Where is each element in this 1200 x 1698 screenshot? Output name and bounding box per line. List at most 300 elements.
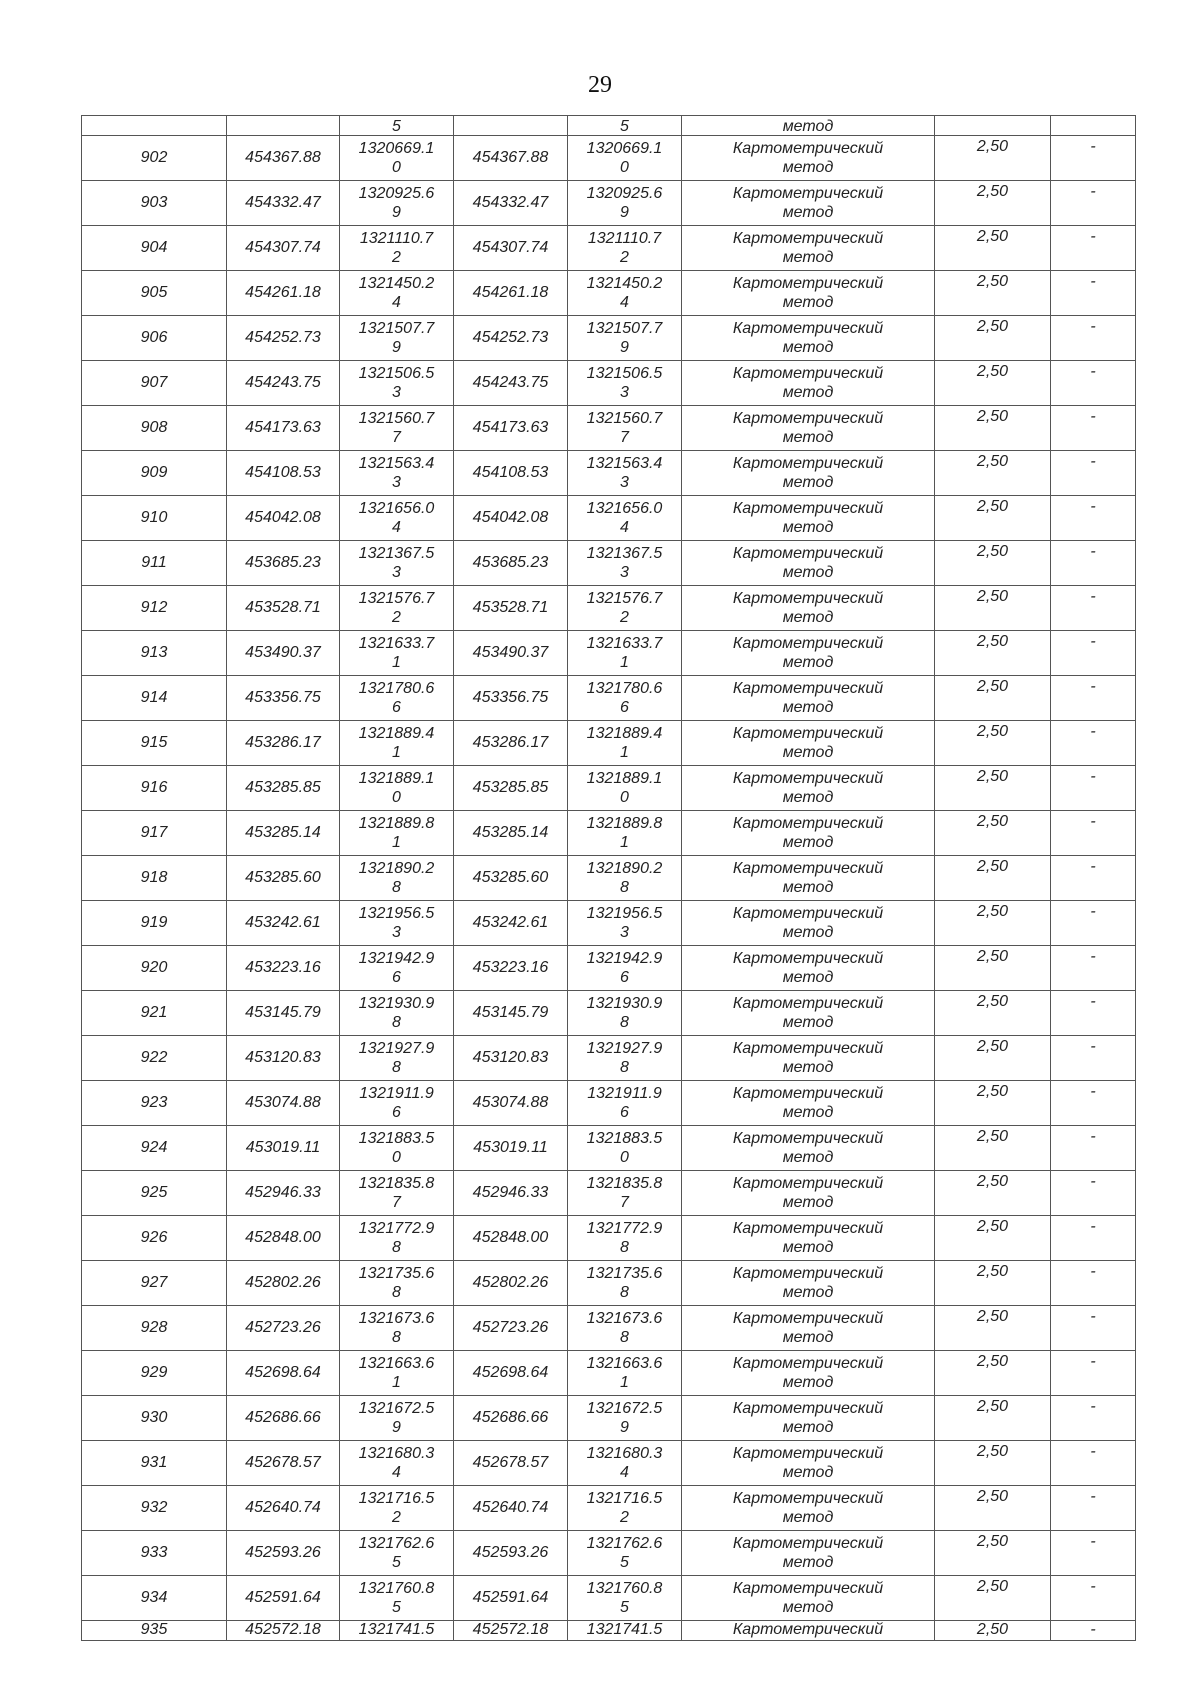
cell-y-existing (340, 316, 454, 361)
cell-point-number-text: 928 (140, 1319, 168, 1336)
cell-point-number (82, 451, 227, 496)
cell-description-text: - (1090, 858, 1096, 875)
cell-description-text: - (1090, 408, 1096, 425)
cell-y-new-text: 1321889.1 (586, 770, 663, 787)
cell-point-number (82, 586, 227, 631)
cell-point-number-text: 921 (140, 1004, 168, 1021)
cell-description-text: - (1090, 813, 1096, 830)
table-row (82, 901, 1136, 946)
cell-y-existing-text: 1321563.4 (358, 455, 435, 472)
cell-method (682, 946, 935, 991)
cell-accuracy-text: 2,50 (976, 1398, 1009, 1415)
cell-accuracy (935, 1216, 1051, 1261)
cell-accuracy (935, 1351, 1051, 1396)
cell-x-existing-text: 452946.33 (245, 1184, 321, 1201)
cell-description (1051, 1351, 1136, 1396)
cell-point-number (82, 271, 227, 316)
cell-x-new-text: 454307.74 (472, 239, 549, 256)
cell-y-new (568, 586, 682, 631)
cell-y-existing (340, 1036, 454, 1081)
cell-x-new-text: 453145.79 (472, 1004, 549, 1021)
table-row (82, 586, 1136, 631)
cell-x-new (454, 1216, 568, 1261)
cell-method-text: метод (782, 1194, 834, 1211)
table-row (82, 1441, 1136, 1486)
cell-method (682, 136, 935, 181)
cell-method-text: метод (782, 564, 834, 581)
cell-description (1051, 1621, 1136, 1641)
cell-y-new-text: 1321956.5 (586, 905, 663, 922)
cell-y-existing (340, 586, 454, 631)
cell-x-new (454, 856, 568, 901)
cell-x-new (454, 1126, 568, 1171)
cell-y-new (568, 226, 682, 271)
cell-x-new (454, 406, 568, 451)
cell-x-existing-text: 454042.08 (245, 509, 321, 526)
cell-method (682, 1441, 935, 1486)
cell-y-existing-text: 1321930.9 (358, 995, 435, 1012)
cell-y-existing-text: 5 (392, 1599, 401, 1616)
cell-point-number-text: 927 (140, 1274, 168, 1291)
cell-x-existing-text: 452723.26 (245, 1319, 321, 1336)
cell-x-existing (227, 631, 340, 676)
cell-method-text: Картометрический (732, 320, 884, 337)
cell-y-new-text: 5 (620, 1599, 629, 1616)
cell-x-new (454, 226, 568, 271)
table-row (82, 406, 1136, 451)
cell-y-existing-text: 1321450.2 (358, 275, 435, 292)
cell-y-existing-text: 1321956.5 (358, 905, 435, 922)
cell-method (682, 1306, 935, 1351)
cell-y-existing-text: 4 (392, 294, 401, 311)
cell-y-new (568, 1531, 682, 1576)
cell-x-existing (227, 1441, 340, 1486)
cell-y-new-text: 1321883.5 (586, 1130, 663, 1147)
cell-accuracy-text: 2,50 (976, 678, 1009, 695)
cell-method-text: метод (782, 159, 834, 176)
cell-y-existing-text: 6 (392, 1104, 401, 1121)
cell-y-new (568, 406, 682, 451)
cell-y-existing: 5 (340, 116, 454, 136)
table-row (82, 451, 1136, 496)
cell-description (1051, 946, 1136, 991)
cell-x-new (454, 811, 568, 856)
cell-y-existing (340, 1396, 454, 1441)
cell-accuracy-text: 2,50 (976, 948, 1009, 965)
cell-y-new (568, 1486, 682, 1531)
cell-y-new (568, 451, 682, 496)
cell-y-existing (340, 1486, 454, 1531)
cell-method (682, 451, 935, 496)
cell-description (1051, 1441, 1136, 1486)
cell-y-new-text: 1321656.0 (586, 500, 663, 517)
cell-method-text: Картометрический (732, 950, 884, 967)
cell-method (682, 271, 935, 316)
cell-description-text: - (1090, 1621, 1096, 1638)
cell-accuracy (935, 991, 1051, 1036)
cell-x-existing (227, 451, 340, 496)
cell-method (682, 1621, 935, 1641)
cell-y-existing-text: 1321507.7 (358, 320, 435, 337)
cell-accuracy-text: 2,50 (976, 633, 1009, 650)
table-row (82, 541, 1136, 586)
cell-y-existing (340, 901, 454, 946)
cell-description (1051, 676, 1136, 721)
cell-x-existing (227, 946, 340, 991)
cell-description (1051, 811, 1136, 856)
cell-accuracy-text: 2,50 (976, 723, 1009, 740)
cell-x-new-text: 453286.17 (472, 734, 549, 751)
cell-method-text: метод (782, 294, 834, 311)
cell-x-new-text: 452723.26 (472, 1319, 549, 1336)
cell-y-new-text: 1321716.5 (586, 1490, 663, 1507)
cell-x-existing (227, 1081, 340, 1126)
cell-x-new-text: 453356.75 (472, 689, 549, 706)
cell-x-existing (227, 1396, 340, 1441)
cell-method-text: метод (782, 1104, 834, 1121)
cell-y-new-text: 1321507.7 (586, 320, 663, 337)
cell-y-new-text: 9 (620, 204, 629, 221)
cell-y-new-text: 8 (620, 1284, 629, 1301)
cell-accuracy (935, 1621, 1051, 1641)
cell-x-existing (227, 1216, 340, 1261)
cell-y-existing-text: 1321942.9 (358, 950, 435, 967)
cell-y-existing-text: 8 (392, 879, 401, 896)
cell-accuracy (935, 316, 1051, 361)
cell-method-text: Картометрический (732, 1490, 884, 1507)
table-row (82, 1126, 1136, 1171)
cell-description (1051, 1261, 1136, 1306)
cell-point-number-text: 933 (140, 1544, 168, 1561)
cell-y-existing-text: 1321762.6 (358, 1535, 435, 1552)
cell-y-existing-text: 1 (392, 654, 401, 671)
cell-method-text: метод (782, 519, 834, 536)
cell-description (1051, 1036, 1136, 1081)
table-body (82, 116, 1136, 1641)
cell-y-existing-text: 3 (392, 474, 401, 491)
cell-description-text: - (1090, 903, 1096, 920)
cell-y-new (568, 316, 682, 361)
cell-method (682, 1081, 935, 1126)
cell-x-new (454, 181, 568, 226)
cell-x-existing (227, 676, 340, 721)
cell-method (682, 496, 935, 541)
cell-accuracy (935, 1396, 1051, 1441)
cell-description (1051, 991, 1136, 1036)
cell-y-new (568, 1351, 682, 1396)
cell-description-text: - (1090, 1488, 1096, 1505)
table-row (82, 1351, 1136, 1396)
cell-y-new (568, 901, 682, 946)
cell-x-existing (227, 316, 340, 361)
cell-point-number (82, 541, 227, 586)
cell-y-new-text: 1320669.1 (586, 140, 663, 157)
cell-y-existing (340, 361, 454, 406)
cell-point-number-text: 911 (141, 554, 167, 571)
cell-x-existing-text: 452848.00 (245, 1229, 321, 1246)
cell-method-text: Картометрический (732, 1445, 884, 1462)
cell-x-new (454, 136, 568, 181)
cell-accuracy (935, 856, 1051, 901)
cell-y-new-text: 1321772.9 (586, 1220, 663, 1237)
cell-point-number (82, 361, 227, 406)
cell-description (1051, 1306, 1136, 1351)
cell-accuracy (935, 766, 1051, 811)
cell-x-new (454, 271, 568, 316)
cell-x-new-text: 452593.26 (472, 1544, 549, 1561)
cell-point-number-text: 929 (140, 1364, 168, 1381)
cell-description-text: - (1090, 1128, 1096, 1145)
cell-y-existing (340, 1081, 454, 1126)
cell-accuracy-text: 2,50 (976, 273, 1009, 290)
cell-x-new-text: 453685.23 (472, 554, 549, 571)
cell-method-text: метод (782, 1419, 834, 1436)
cell-method (682, 316, 935, 361)
cell-method-text: Картометрический (732, 230, 884, 247)
cell-x-existing-text: 452802.26 (245, 1274, 321, 1291)
cell-accuracy (935, 676, 1051, 721)
cell-accuracy (935, 1441, 1051, 1486)
cell-accuracy (935, 1261, 1051, 1306)
cell-x-new (454, 1441, 568, 1486)
cell-x-new (454, 676, 568, 721)
cell-x-existing (227, 901, 340, 946)
cell-y-new-text: 1321673.6 (586, 1310, 663, 1327)
cell-method-text: метод (782, 654, 834, 671)
cell-x-existing-text: 453685.23 (245, 554, 321, 571)
cell-description-text: - (1090, 768, 1096, 785)
cell-y-existing-text: 1321673.6 (358, 1310, 435, 1327)
cell-point-number (82, 496, 227, 541)
cell-method-text: Картометрический (732, 725, 884, 742)
cell-method-text: Картометрический (732, 860, 884, 877)
cell-y-existing (340, 766, 454, 811)
cell-y-new (568, 1126, 682, 1171)
cell-method-text: метод (782, 339, 834, 356)
cell-y-new-text: 6 (620, 969, 629, 986)
cell-method-text: метод (782, 1014, 834, 1031)
cell-accuracy-text: 2,50 (976, 1308, 1009, 1325)
page-number: 29 (588, 72, 612, 98)
cell-y-existing (340, 1126, 454, 1171)
cell-method-text: Картометрический (732, 455, 884, 472)
cell-point-number-text: 925 (140, 1184, 168, 1201)
cell-x-new-text: 453490.37 (472, 644, 549, 661)
cell-x-existing (227, 1351, 340, 1396)
cell-x-new (454, 1261, 568, 1306)
cell-method (682, 226, 935, 271)
table-row (82, 811, 1136, 856)
cell-accuracy (935, 586, 1051, 631)
cell-accuracy-text: 2,50 (976, 1128, 1009, 1145)
cell-y-new-text: 1321367.5 (586, 545, 663, 562)
cell-y-existing-text: 2 (392, 249, 401, 266)
cell-x-existing-text: 452640.74 (245, 1499, 321, 1516)
cell-method (682, 856, 935, 901)
cell-x-existing-text: 453528.71 (245, 599, 321, 616)
cell-x-new (454, 1306, 568, 1351)
cell-y-existing-text: 9 (392, 339, 401, 356)
cell-y-existing-text: 1320925.6 (358, 185, 435, 202)
cell-point-number (82, 1171, 227, 1216)
cell-accuracy-text: 2,50 (976, 453, 1009, 470)
cell-x-existing (227, 586, 340, 631)
cell-method-text: Картометрический (732, 500, 884, 517)
cell-method-text: Картометрический (732, 365, 884, 382)
cell-y-new (568, 1306, 682, 1351)
cell-y-new-text: 1321560.7 (586, 410, 663, 427)
cell-y-new-text: 7 (620, 1194, 629, 1211)
cell-description (1051, 1171, 1136, 1216)
cell-description (1051, 631, 1136, 676)
cell-x-new (454, 721, 568, 766)
cell-x-existing-text: 453145.79 (245, 1004, 321, 1021)
cell-x-new-text: 454042.08 (472, 509, 549, 526)
cell-accuracy-text: 2,50 (976, 1533, 1009, 1550)
cell-x-existing-text: 454243.75 (245, 374, 321, 391)
cell-point-number (82, 1351, 227, 1396)
cell-point-number (82, 1396, 227, 1441)
continuation-row (82, 116, 1136, 136)
cell-accuracy (935, 451, 1051, 496)
cell-y-new-text: 1321576.7 (586, 590, 663, 607)
cell-y-existing-text: 1321560.7 (358, 410, 435, 427)
cell-y-new (568, 496, 682, 541)
cell-method-text: Картометрический (732, 1310, 884, 1327)
cell-y-new-text: 1321835.8 (586, 1175, 663, 1192)
cell-y-existing (340, 856, 454, 901)
cell-y-existing (340, 406, 454, 451)
cell-accuracy (935, 496, 1051, 541)
cell-x-existing-text: 453074.88 (245, 1094, 321, 1111)
table-row (82, 1531, 1136, 1576)
table-row (82, 721, 1136, 766)
cell-accuracy-text: 2,50 (976, 408, 1009, 425)
cell-y-existing-text: 5 (392, 1554, 401, 1571)
cell-method (682, 1486, 935, 1531)
cell-method-text: Картометрический (732, 680, 884, 697)
cell-x-existing (227, 1576, 340, 1621)
cell-point-number (82, 1441, 227, 1486)
cell-accuracy-text: 2,50 (976, 903, 1009, 920)
cell-method (682, 1216, 935, 1261)
cell-x-existing-text: 453490.37 (245, 644, 321, 661)
cell-point-number-text: 902 (140, 149, 168, 166)
cell-accuracy (935, 946, 1051, 991)
cell-description-text: - (1090, 993, 1096, 1010)
cell-y-new (568, 811, 682, 856)
cell-method (682, 1036, 935, 1081)
cell-x-new (454, 1396, 568, 1441)
cell-method (682, 631, 935, 676)
cell-y-existing-text: 3 (392, 384, 401, 401)
cell-y-existing-text: 8 (392, 1014, 401, 1031)
cell-description (1051, 586, 1136, 631)
cell-point-number-text: 926 (140, 1229, 168, 1246)
cell-method-text: Картометрический (732, 185, 884, 202)
cell-y-new-text: 8 (620, 1059, 629, 1076)
cell-y-new-text: 4 (620, 519, 629, 536)
cell-point-number-text: 935 (140, 1621, 168, 1638)
cell-y-existing-text: 2 (392, 609, 401, 626)
cell-method (682, 901, 935, 946)
cell-y-existing-text: 1321633.7 (358, 635, 435, 652)
cell-description (1051, 541, 1136, 586)
cell-accuracy-text: 2,50 (976, 498, 1009, 515)
cell-y-existing-text: 6 (392, 969, 401, 986)
cell-y-existing-text: 1321889.8 (358, 815, 435, 832)
cell-y-new (568, 181, 682, 226)
cell-y-existing (340, 991, 454, 1036)
cell-point-number-text: 910 (140, 509, 168, 526)
cell-y-existing-text: 1321760.8 (358, 1580, 435, 1597)
cell-point-number-text: 934 (140, 1589, 168, 1606)
cell-x-new-text: 453019.11 (473, 1139, 548, 1156)
cell-accuracy-text: 2,50 (976, 1621, 1009, 1638)
table-row (82, 631, 1136, 676)
cell-y-new-text: 4 (620, 294, 629, 311)
cell-y-new-text: 8 (620, 1329, 629, 1346)
cell-x-new-text: 454332.47 (472, 194, 549, 211)
cell-x-existing-text: 453120.83 (245, 1049, 321, 1066)
cell-method (682, 991, 935, 1036)
cell-y-new-text: 1321672.5 (586, 1400, 663, 1417)
cell-y-existing (340, 271, 454, 316)
cell-y-new-text: 9 (620, 339, 629, 356)
cell-y-new (568, 1576, 682, 1621)
cell-y-new-text: 1321735.6 (586, 1265, 663, 1282)
cell-y-new-text: 8 (620, 1014, 629, 1031)
cell-x-new (454, 1351, 568, 1396)
cell-description (1051, 316, 1136, 361)
cell-description (1051, 181, 1136, 226)
table-row (82, 946, 1136, 991)
cell-x-new-text: 453285.14 (472, 824, 549, 841)
cell-method-text: метод (782, 834, 834, 851)
cell-method-text: Картометрический (732, 1265, 884, 1282)
cell-y-new-text: 3 (620, 384, 629, 401)
cell-method-text: Картометрический (732, 275, 884, 292)
cell-method (682, 181, 935, 226)
cell-description-text: - (1090, 543, 1096, 560)
cell-x-new (454, 316, 568, 361)
cell-y-existing-text: 1321506.5 (358, 365, 435, 382)
cell-x-existing-text: 454307.74 (245, 239, 321, 256)
cell-description-text: - (1090, 1353, 1096, 1370)
cell-x-new (454, 1486, 568, 1531)
cell-x-new (454, 496, 568, 541)
cell-y-existing (340, 1351, 454, 1396)
cell-y-existing-text: 1321680.3 (358, 1445, 435, 1462)
cell-accuracy-text: 2,50 (976, 1038, 1009, 1055)
cell-y-new-text: 5 (620, 1554, 629, 1571)
cell-point-number (82, 116, 227, 136)
cell-y-new-text: 1 (620, 834, 629, 851)
cell-y-existing (340, 946, 454, 991)
cell-x-new (454, 541, 568, 586)
cell-accuracy (935, 226, 1051, 271)
cell-y-existing-text: 7 (392, 1194, 401, 1211)
cell-x-existing (227, 1621, 340, 1641)
cell-description-text: - (1090, 1398, 1096, 1415)
cell-accuracy (935, 541, 1051, 586)
cell-x-existing (227, 1171, 340, 1216)
cell-y-existing-text: 8 (392, 1284, 401, 1301)
cell-x-new-text: 453074.88 (472, 1094, 549, 1111)
cell-y-new-text: 1321760.8 (586, 1580, 663, 1597)
cell-method (682, 721, 935, 766)
cell-point-number-text: 906 (140, 329, 168, 346)
